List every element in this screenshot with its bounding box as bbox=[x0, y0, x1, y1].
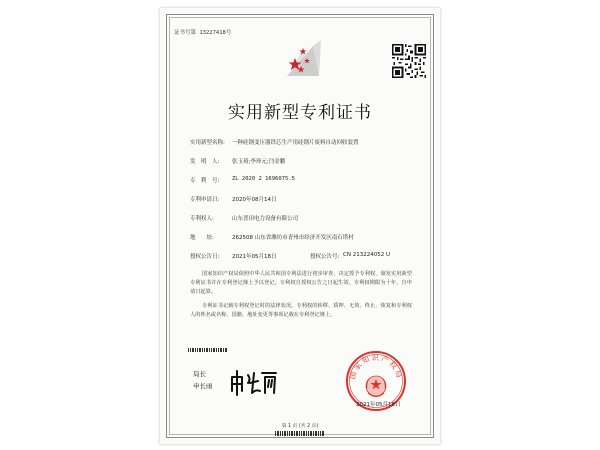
signature-name: 申长雨 bbox=[193, 382, 213, 390]
certificate-paragraph-2: 专利证书记载专利权登记时的法律状况。专利权的转移、质押、无效、终止、恢复和专利权人的姓名或名称、国籍、地址变更等事项记载在专利登记簿上。 bbox=[190, 303, 412, 318]
certificate-number-prefix: 证书号第 bbox=[174, 30, 197, 36]
field-value-inventors: 张玉琦;李珍元;闫金鹏 bbox=[232, 159, 286, 165]
field-value-patentee: 山东普田电力设备有限公司 bbox=[232, 216, 299, 222]
certificate-paragraph-1: 国家知识产权局依照中华人民共和国专利法进行初步审查，决定授予专利权，颁发实用新型专利证书并在专利登记簿上予以登记。专利权自授权公告之日起生效。专利权期限为十年，自申请日起算。 bbox=[190, 271, 412, 295]
field-label-inventors: 发 明 人: bbox=[190, 159, 220, 165]
certificate-title: 实用新型专利证书 bbox=[228, 103, 372, 123]
signature-title: 局长 bbox=[193, 370, 206, 378]
seal-date: 2021年05月18日 bbox=[356, 402, 401, 408]
field-value-name: 一种硅钢变压器铁芯生产用硅钢片废料自动回收装置 bbox=[232, 140, 359, 146]
handwritten-signature bbox=[228, 365, 278, 399]
cnipa-logo-icon bbox=[283, 36, 323, 96]
field-label-grant-date: 授权公告日: bbox=[190, 254, 220, 260]
field-label-name: 实用新型名称: bbox=[190, 140, 225, 146]
field-label-filing-date: 专利申请日: bbox=[190, 197, 220, 203]
barcode-strip-icon bbox=[188, 348, 228, 352]
page-footer: 第 1 页 (共 2 页) bbox=[281, 424, 319, 429]
footer-barcode-icon bbox=[275, 431, 325, 436]
field-label-announcement-no: 授权公告号: bbox=[310, 254, 340, 260]
field-value-address: 262508 山东省潍坊市青州市经济开发区南石塔村 bbox=[232, 235, 354, 241]
field-label-patent-no: 专 利 号: bbox=[190, 178, 220, 184]
certificate-number bbox=[174, 28, 231, 36]
field-value-filing-date: 2020年08月14日 bbox=[232, 197, 277, 203]
field-value-grant-date: 2021年05月18日 bbox=[232, 254, 277, 260]
field-label-address: 地 址: bbox=[190, 235, 214, 241]
seal-text: 国家知识产权局 bbox=[347, 353, 405, 381]
field-label-patentee: 专利权人: bbox=[190, 216, 214, 222]
field-value-announcement-no: CN 213224052 U bbox=[343, 252, 390, 258]
qr-code-icon bbox=[392, 44, 426, 78]
field-value-patent-no: ZL 2020 2 1696075.5 bbox=[232, 176, 295, 182]
patent-certificate bbox=[160, 8, 440, 444]
certificate-number-value: 13227418号 bbox=[199, 30, 232, 36]
